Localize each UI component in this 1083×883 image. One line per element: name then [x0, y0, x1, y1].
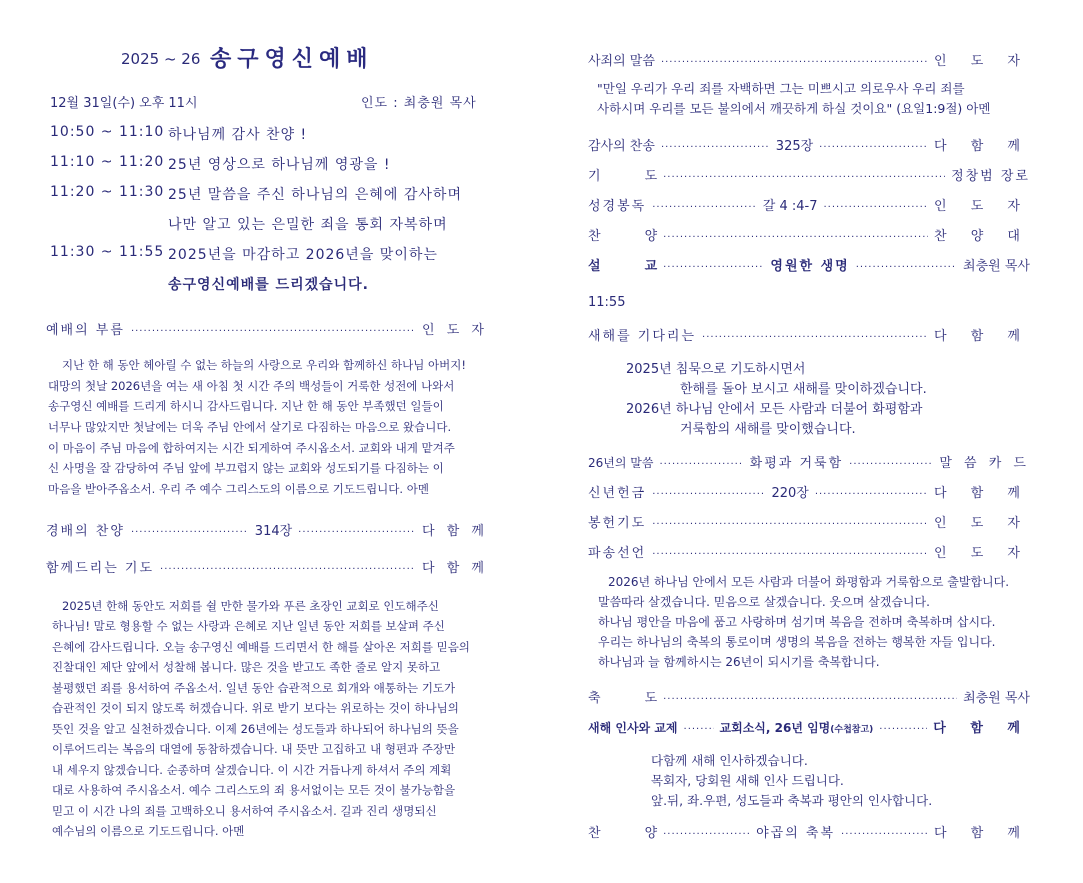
- order-person: 말 씀 카 드: [939, 456, 1030, 471]
- verse-line: "만일 우리가 우리 죄를 자백하면 그는 미쁘시고 의로우사 우리 죄를: [597, 81, 965, 96]
- order-label: 사죄의 말씀: [588, 54, 655, 69]
- order-label: 신년헌금: [588, 486, 647, 501]
- order-label: 예배의 부름: [46, 323, 125, 338]
- prayer-line: 은혜에 감사드립니다. 오늘 송구영신 예배를 드리면서 한 해를 살아온 저희를 믿음의: [52, 640, 470, 654]
- leader-dots: [131, 326, 416, 337]
- title-year: 2025 ~ 26: [121, 50, 201, 68]
- order-benediction: [588, 687, 1030, 706]
- leader-dots: [652, 489, 765, 500]
- leader-dots: [652, 202, 757, 213]
- schedule-item: 25년 영상으로 하나님께 영광을 !: [168, 157, 391, 173]
- order-hymn-number: 220장: [771, 486, 809, 501]
- order-person: 다 함 께: [934, 139, 1030, 154]
- greeting-line: 앞.뒤, 좌.우편, 성도들과 축복과 평안의 인사합니다.: [651, 793, 933, 808]
- prayer-line: 대로 사용하여 주시옵소서. 예수 그리스도의 죄 용서없이는 모든 것이 불가능함을: [52, 783, 456, 797]
- prayer-line: 대망의 첫날 2026년을 여는 새 아침 첫 시간 주의 백성들이 거룩한 성전에 나와서: [48, 379, 455, 393]
- prayer-line: 이루어드리는 복음의 대열에 동참하겠습니다. 내 뜻만 고집하고 내 형편과 주장만: [52, 742, 456, 756]
- schedule-time: 10:50 ~ 11:10: [50, 124, 165, 140]
- order-label: 찬: [588, 826, 601, 841]
- order-closing-hymn: [588, 822, 1030, 841]
- dispatch-line: 우리는 하나님의 축복의 통로이며 생명의 복음을 전하는 행복한 자들 입니다.: [598, 635, 996, 649]
- leader-dots: [684, 724, 714, 735]
- order-confession: [588, 50, 1030, 69]
- order-person: 다 함 께: [933, 721, 1030, 736]
- order-waiting: [588, 325, 1030, 344]
- prayer-line: 내 세우지 않겠습니다. 순종하며 살겠습니다. 이 시간 거듭나게 하셔서 주의 계획: [52, 763, 452, 777]
- leader-dots: [663, 232, 928, 243]
- prayer-line: 진찰대인 제단 앞에서 성찰해 봅니다. 많은 것을 받고도 족한 줄로 알지 못하고: [52, 660, 441, 674]
- prayer-line: 뜻인 것을 알고 실천하겠습니다. 이제 26년에는 성도들과 하나되어 하나님의 뜻을: [52, 722, 459, 736]
- order-person: 인 도 자: [422, 323, 488, 338]
- dispatch-line: 하나님과 늘 함께하시는 26년이 되시기를 축복합니다.: [598, 655, 880, 669]
- leader-dots: [663, 172, 945, 183]
- prayer-line: 송구영신 예배를 드리게 하시니 감사드립니다. 지난 한 해 동안 부족했던 일들이: [48, 399, 444, 413]
- order-label: 함께드리는 기도: [46, 561, 155, 576]
- dispatch-line: 말씀따라 살겠습니다. 믿음으로 살겠습니다. 웃으며 살겠습니다.: [598, 595, 930, 609]
- confession-text: [597, 79, 990, 119]
- schedule-item: 송구영신예배를 드리겠습니다.: [168, 277, 370, 293]
- waiting-line: 한해를 돌아 보시고 새해를 맞이하겠습니다.: [680, 382, 927, 397]
- order-new-year-offering: [588, 482, 1030, 501]
- prayer-line: 하나님! 말로 형용할 수 없는 사랑과 은혜로 지난 일년 동안 저희를 보살펴 주신: [52, 619, 445, 633]
- waiting-line: 거룩함의 새해를 맞이했습니다.: [680, 422, 856, 437]
- prayer-line: 신 사명을 잘 감당하여 주님 앞에 부끄럽지 않는 교회와 성도되기를 다짐하는 이: [48, 461, 444, 475]
- order-reading: [588, 195, 1030, 214]
- leader-dots: [663, 694, 957, 705]
- order-hymn-number: 325장: [775, 139, 814, 154]
- schedule-item: 나만 알고 있는 은밀한 죄을 통회 자복하며: [168, 217, 448, 233]
- order-label: 새해를 기다리는: [588, 329, 697, 344]
- order-label: 교: [644, 259, 658, 274]
- order-dispatch: [588, 542, 1030, 561]
- leader-dots: [663, 262, 764, 273]
- prayer-line: 너무나 많았지만 첫날에는 더욱 주님 안에서 살기로 다짐하는 마음으로 왔습니다.: [48, 420, 452, 434]
- page-title: 송구영신예배: [210, 47, 374, 72]
- order-label: 26년의 말씀: [588, 456, 654, 470]
- leader-dots: [879, 724, 927, 735]
- leader-dots: [160, 564, 416, 575]
- schedule-time: 11:30 ~ 11:55: [50, 244, 165, 260]
- order-label: 새해 인사와 교제: [588, 721, 678, 735]
- order-label: 도: [644, 691, 658, 706]
- order-label: 축: [588, 691, 601, 706]
- order-hymn-number: 314장: [254, 524, 293, 539]
- leader-dots: [131, 527, 249, 538]
- leader-dots: [819, 142, 928, 153]
- dispatch-line: 2026년 하나님 안에서 모든 사람과 더불어 화평함과 거룩함으로 출발합니다.: [608, 575, 1010, 589]
- order-choir: [588, 225, 1030, 244]
- schedule-time: 11:20 ~ 11:30: [50, 184, 165, 200]
- order-prayer: [588, 165, 1030, 184]
- order-label: 성경봉독: [588, 199, 647, 214]
- leader-dots: [824, 202, 929, 213]
- schedule-item: 하나님께 감사 찬양 !: [168, 127, 308, 143]
- order-word-theme: 화평과 거룩함: [749, 456, 844, 471]
- order-offering-prayer: [588, 512, 1030, 531]
- order-thanks-hymn: [588, 135, 1030, 154]
- leader-dots: [856, 262, 957, 273]
- order-hymn-title: 야곱의 축복: [756, 826, 836, 841]
- order-label: 도: [644, 169, 658, 184]
- order-news-note: (수첩참고): [830, 725, 874, 735]
- leader-dots: [652, 549, 928, 560]
- order-call-to-worship: [46, 319, 488, 338]
- order-person: 찬 양 대: [934, 229, 1030, 244]
- order-person: 인 도 자: [934, 199, 1030, 214]
- service-date: 12월 31일(수) 오후 11시: [50, 96, 198, 111]
- leader-dots: [815, 489, 928, 500]
- order-word-26: [588, 452, 1030, 471]
- order-person: 인 도 자: [934, 54, 1030, 69]
- order-person: 인 도 자: [934, 546, 1030, 561]
- leader-dots: [661, 57, 928, 68]
- order-label: 설: [588, 259, 601, 274]
- order-person: 다 함 께: [934, 329, 1030, 344]
- order-person: 정창범 장로: [951, 169, 1030, 184]
- prayer-line: 이 마음이 주님 마음에 합하여지는 시간 되게하여 주시옵소서. 교회와 내게 맡겨주: [48, 441, 455, 455]
- order-person: 최충원 목사: [963, 691, 1030, 706]
- order-label: 기: [588, 169, 601, 184]
- order-person: 다 함 께: [934, 486, 1030, 501]
- time-mark: 11:55: [588, 295, 626, 310]
- prayer-line: 지난 한 해 동안 헤아릴 수 없는 하늘의 사랑으로 우리와 함께하신 하나님 아버지!: [62, 358, 466, 372]
- order-hymn: [46, 520, 488, 539]
- schedule-item: 2025년을 마감하고 2026년을 맞이하는: [168, 247, 438, 263]
- leader-dots: [702, 332, 928, 343]
- order-person: 다 함 께: [934, 826, 1030, 841]
- prayer-line: 습관적인 것이 되지 않도록 허겠습니다. 위로 받기 보다는 위로하는 것이 하나님의: [52, 701, 459, 715]
- order-person: 최충원 목사: [963, 259, 1030, 274]
- order-label: 찬: [588, 229, 601, 244]
- greeting-line: 다함께 새해 인사하겠습니다.: [651, 753, 808, 768]
- order-label: 봉헌기도: [588, 516, 647, 531]
- leader-dots: [661, 142, 770, 153]
- order-label: 경배의 찬양: [46, 524, 125, 539]
- order-greeting: [588, 717, 1030, 736]
- greeting-line: 목회자, 당회원 새해 인사 드립니다.: [651, 773, 844, 788]
- leader-dots: [849, 459, 933, 470]
- order-person: 다 함 께: [422, 561, 488, 576]
- order-sermon: [588, 255, 1030, 274]
- waiting-line: 2026년 하나님 안에서 모든 사람과 더불어 화평함과: [626, 402, 923, 417]
- order-person: 인 도 자: [934, 516, 1030, 531]
- order-label: 감사의 찬송: [588, 139, 655, 154]
- leader-dots: [298, 527, 416, 538]
- leader-dots: [659, 459, 743, 470]
- dispatch-line: 하나님 평안을 마음에 품고 사랑하며 섬기며 복음을 전하며 축복하며 삽시다.: [598, 615, 996, 629]
- leader-dots: [841, 829, 928, 840]
- order-label: 양: [644, 826, 658, 841]
- order-label: 양: [644, 229, 658, 244]
- order-together-prayer: [46, 557, 488, 576]
- schedule-item: 25년 말씀을 주신 하나님의 은혜에 감사하며: [168, 187, 462, 203]
- prayer-line: 불평했던 죄를 용서하여 주옵소서. 일년 동안 습관적으로 회개와 애통하는 기도가: [52, 681, 456, 695]
- prayer-line: 마음을 받아주옵소서. 우리 주 예수 그리스도의 이름으로 기도드립니다. 아멘: [48, 482, 429, 496]
- order-sermon-title: 영원한 생명: [770, 259, 850, 274]
- order-label: 파송선언: [588, 546, 647, 561]
- verse-line: 사하시며 우리를 모든 불의에서 깨끗하게 하실 것이요" (요일1:9절) 아멘: [597, 101, 991, 116]
- order-news: 교회소식, 26년 임명: [719, 721, 831, 735]
- order-person: 다 함 께: [422, 524, 488, 539]
- leader-dots: [663, 829, 750, 840]
- schedule-time: 11:10 ~ 11:20: [50, 154, 165, 170]
- service-leader: 인도 : 최충원 목사: [361, 96, 477, 111]
- leader-dots: [652, 519, 928, 530]
- prayer-line: 예수님의 이름으로 기도드립니다. 아멘: [52, 824, 245, 838]
- prayer-line: 믿고 이 시간 나의 죄를 고백하오니 용서하여 주시옵소서. 길과 진리 생명되신: [52, 804, 437, 818]
- waiting-line: 2025년 침묵으로 기도하시면서: [626, 362, 806, 377]
- prayer-line: 2025년 한해 동안도 저희를 쉴 만한 물가와 푸른 초장인 교회로 인도해주신: [62, 599, 439, 613]
- order-scripture: 갈 4 :4-7: [762, 199, 818, 214]
